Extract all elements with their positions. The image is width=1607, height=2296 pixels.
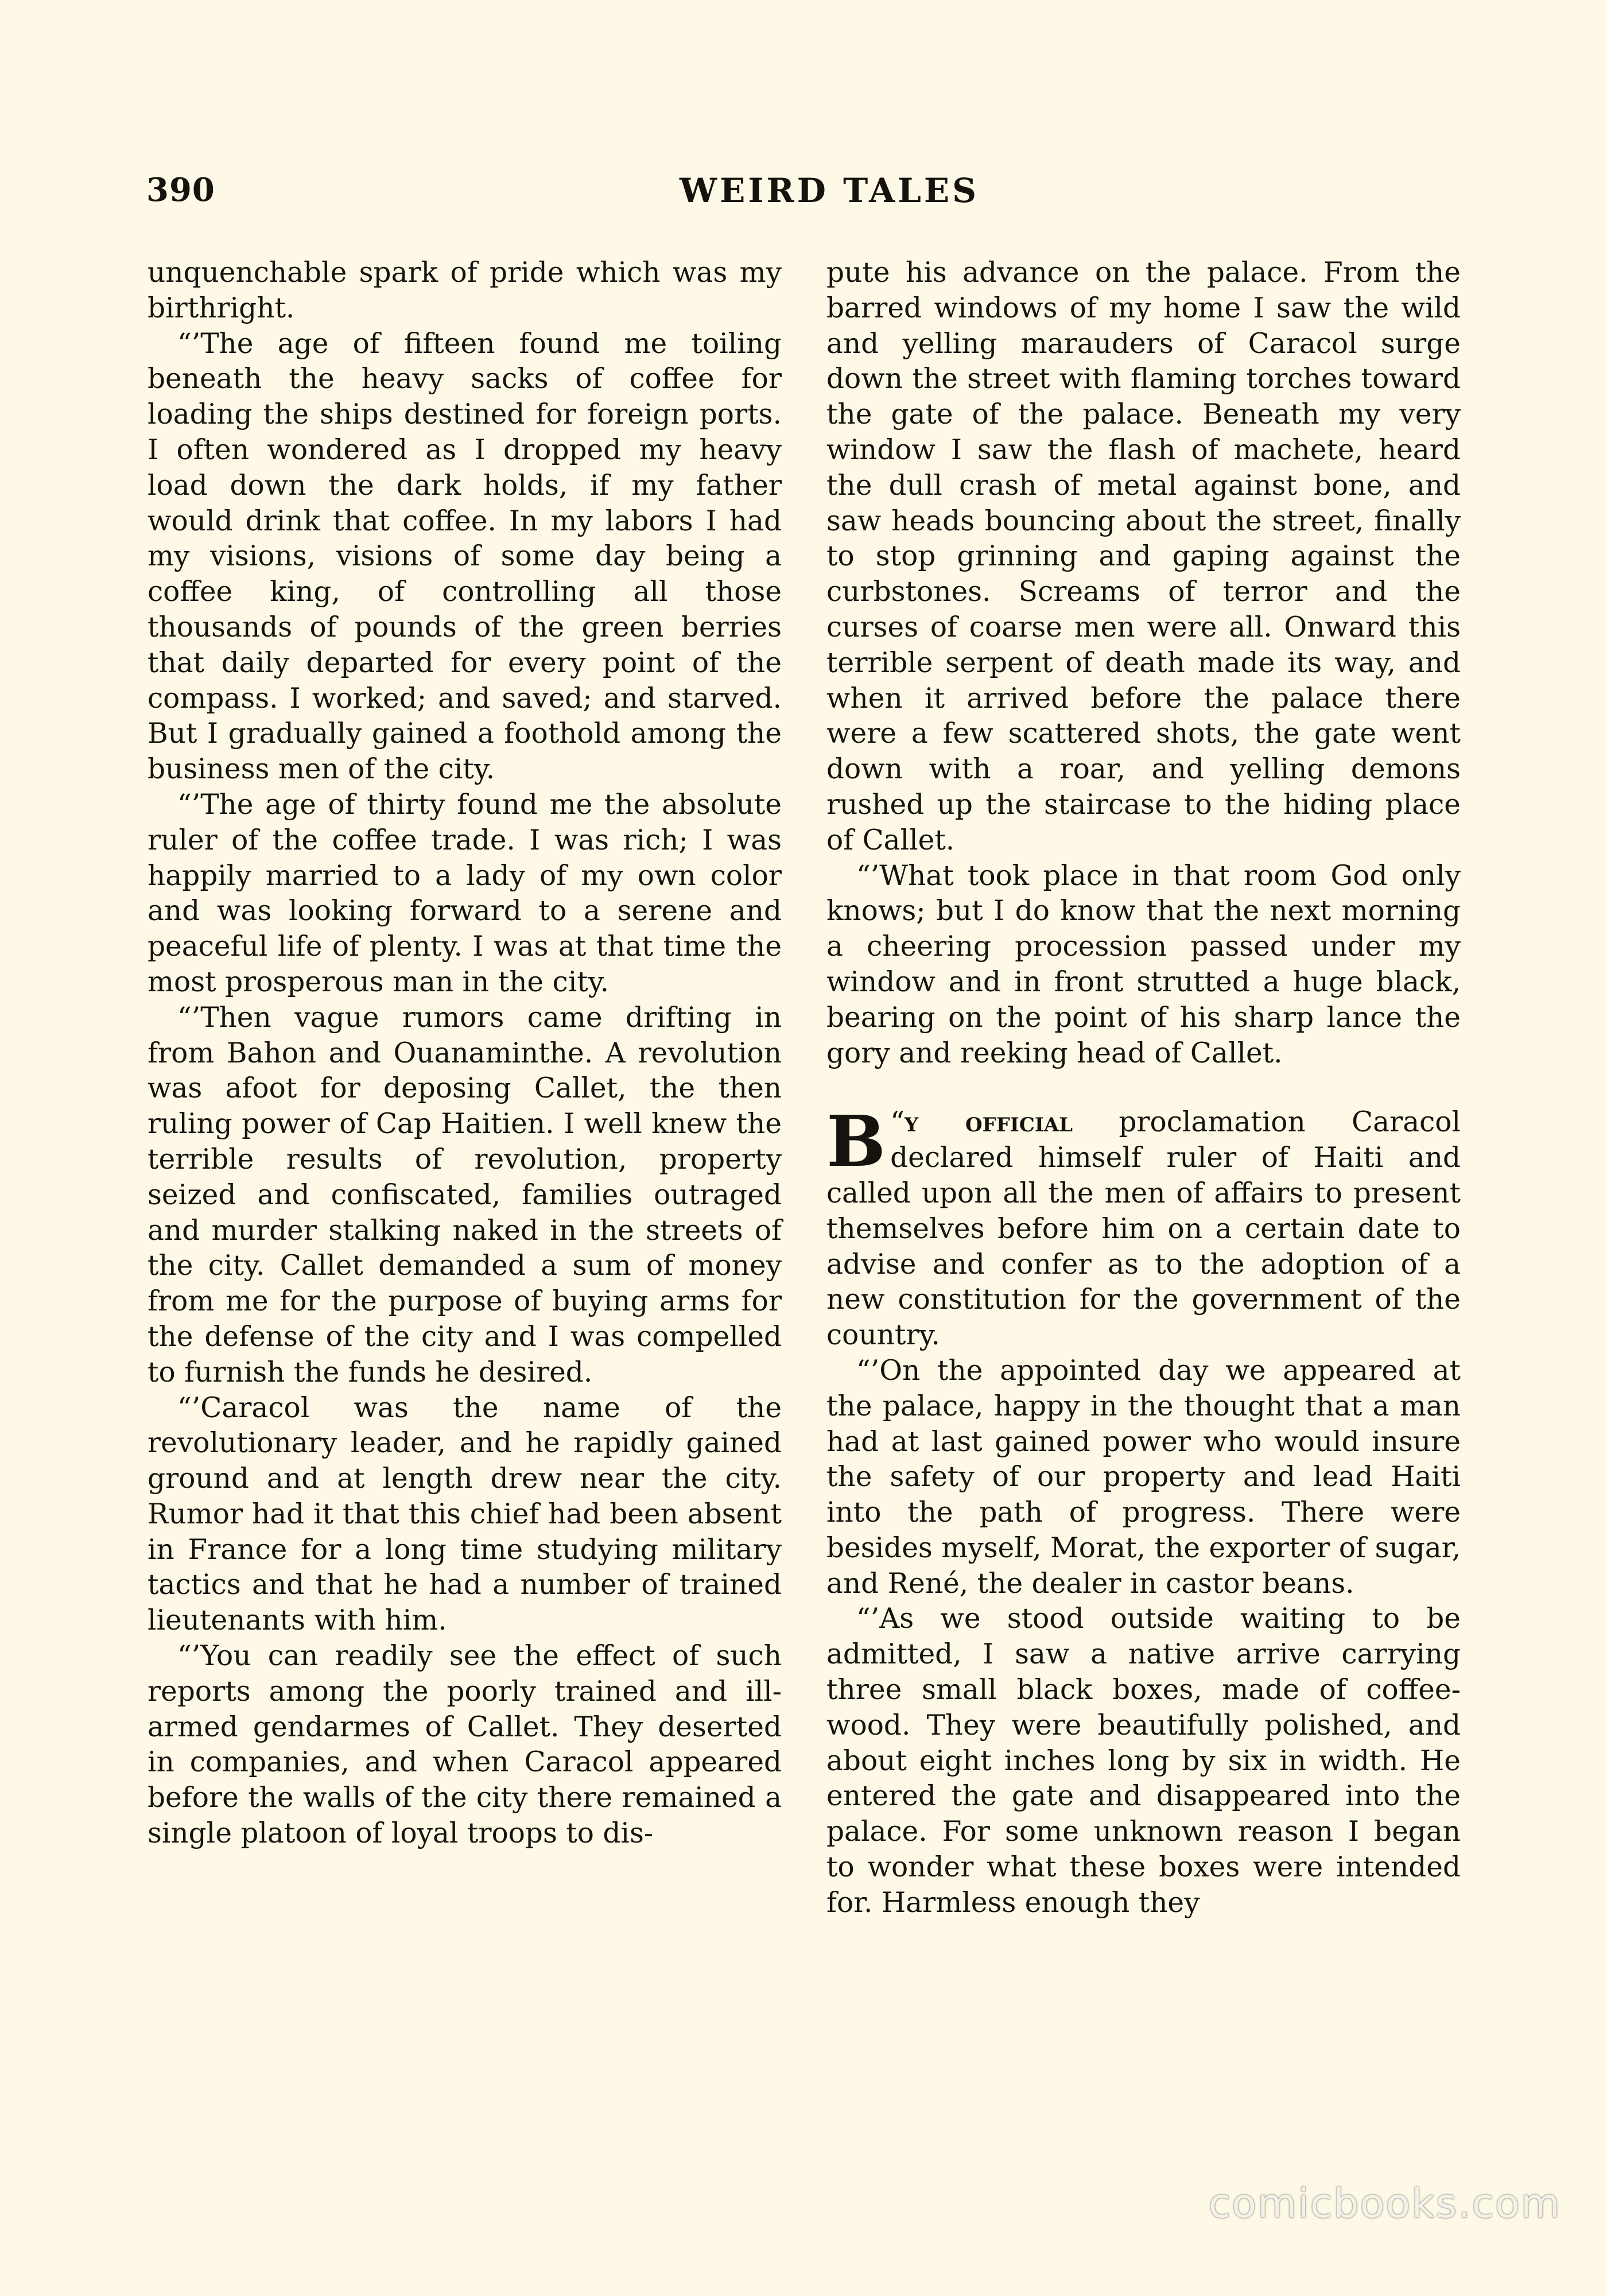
paragraph: “’You can readily see the effect of such reports among the poorly trained and ill-armed gendarmes of Callet. They deserted in companies, and when Caracol appeared before the walls of the city there remained a single platoon of loyal troops to dis- (147, 1640, 782, 1850)
page-header (146, 171, 1461, 217)
paragraph: pute his advance on the palace. From the barred windows of my home I saw the wild and yelling marauders of Caracol surge down the street with flaming torches toward the gate of the palace. Beneath my very window I saw the flash of machete, heard the dull crash of metal against bone, and saw heads bouncing about the street, finally to stop grinning and gaping against the curbstones. Screams of terror and the curses of coarse men were all. Onward this terrible serpent of death made its way, and when it arrived before the palace there were a few scattered shots, the gate went down with a roar, and yelling demons rushed up the staircase to the hiding place of Callet. (826, 257, 1461, 856)
paragraph: “’On the appointed day we appeared at the palace, happy in the thought that a man had at last gained power who would insure the safety of our property and lead Haiti into the path of progress. There were besides myself, Morat, the exporter of sugar, and René, the dealer in castor beans. (826, 1354, 1461, 1600)
section-opening-paragraph (826, 1100, 1461, 1353)
paragraph: “’What took place in that room God only knows; but I do know that the next morning a cheering procession passed under my window and in front strutted a huge black, bearing on the point of his sharp lance the gory and reeking head of Callet. (826, 859, 1461, 1069)
left-column (147, 255, 782, 1852)
watermark: comicbooks.com (1208, 2180, 1561, 2227)
section-break (826, 1071, 1461, 1104)
paragraph: “’The age of fifteen found me toiling beneath the heavy sacks of coffee for loading the ships destined for foreign ports. I often wondered as I dropped my heavy load down the dark holds, if my father would drink that coffee. In my labors I had my visions, visions of some day being a coffee king, of controlling all those thousands of pounds of the green berries that daily departed for every point of the compass. I worked; and saved; and starved. But I gradually gained a foothold among the business men of the city. (147, 327, 782, 786)
drop-cap: B (826, 1100, 886, 1183)
paragraph: “’Caracol was the name of the revolutionary leader, and he rapidly gained ground and at length drew near the city. Rumor had it that this chief had been absent in France for a long time studying military tactics and that he had a number of trained lieutenants with him. (147, 1391, 782, 1637)
small-caps-lead: y official (904, 1106, 1073, 1139)
paragraph: “’As we stood outside waiting to be admitted, I saw a native arrive carrying three small black boxes, made of coffee-wood. They were beautifully polished, and about eight inches long by six in width. He entered the gate and disappeared into the palace. For some unknown reason I began to wonder what these boxes were intended for. Harmless enough they (826, 1603, 1461, 1919)
paragraph: unquenchable spark of pride which was my birthright. (147, 257, 782, 324)
magazine-title: WEIRD TALES (679, 171, 980, 210)
section-text: proclamation Caracol declared himself ruler of Haiti and called upon all the men of affairs to present themselves before him on a certain date to advise and confer as to the adoption of a new constitution for the government of the country. (826, 1106, 1461, 1352)
paragraph: “’The age of thirty found me the absolute ruler of the coffee trade. I was rich; I was happily married to a lady of my own color and was looking forward to a serene and peaceful life of plenty. I was at that time the most prosperous man in the city. (147, 788, 782, 998)
open-quote: “ (890, 1106, 905, 1139)
right-column (826, 255, 1461, 1921)
page-number: 390 (146, 171, 215, 209)
paragraph: “’Then vague rumors came drifting in from Bahon and Ouanaminthe. A revolution was afoot for deposing Callet, the then ruling power of Cap Haitien. I well knew the terrible results of revolution, property seized and confiscated, families outraged and murder stalking naked in the streets of the city. Callet demanded a sum of money from me for the purpose of buying arms for the defense of the city and I was compelled to furnish the funds he desired. (147, 1001, 782, 1389)
